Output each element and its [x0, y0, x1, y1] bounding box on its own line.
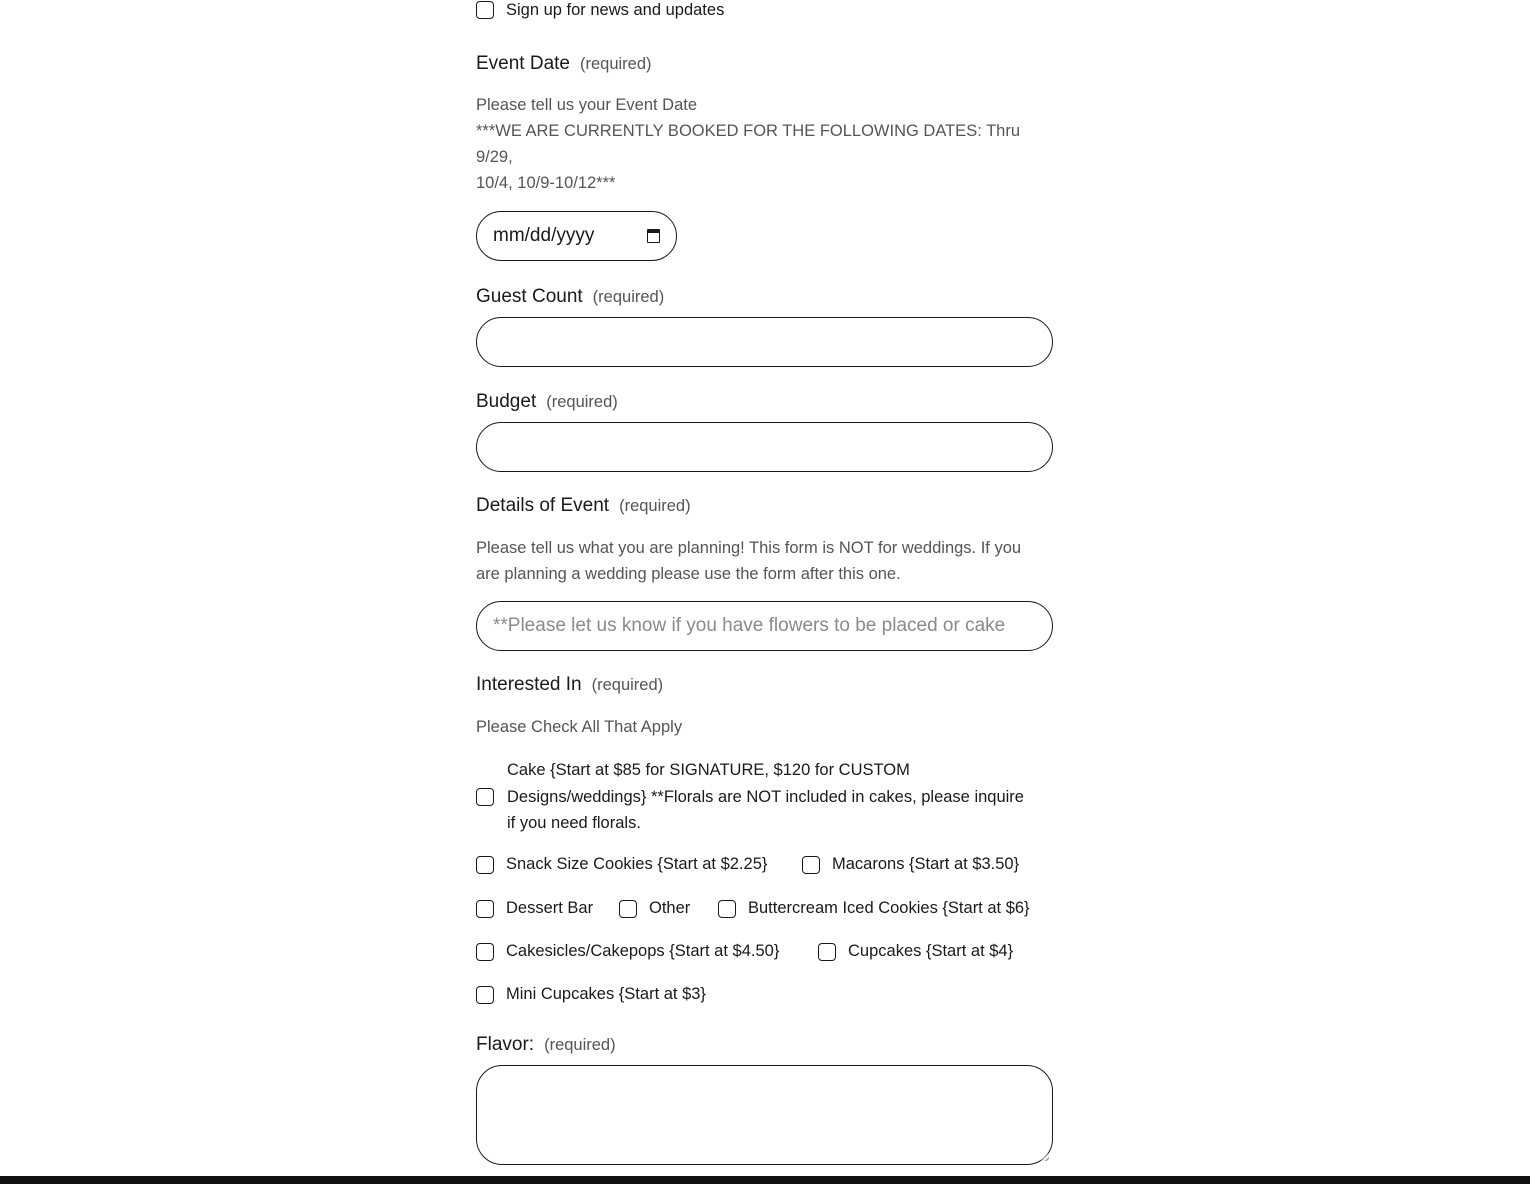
- cupcakes-label: Cupcakes {Start at $4}: [848, 942, 1014, 960]
- buttercream-cookies-label: Buttercream Iced Cookies {Start at $6}: [748, 899, 1030, 917]
- desc-line: Please tell us what you are planning! This form is NOT for weddings. If you: [476, 539, 1022, 557]
- details-placeholder: **Please let us know if you have flowers to be placed or cake: [493, 615, 1006, 636]
- option-cakesicles[interactable]: [476, 942, 779, 961]
- other-checkbox[interactable]: [619, 900, 637, 918]
- option-dessert-bar[interactable]: [476, 899, 593, 918]
- snack-cookies-checkbox[interactable]: [476, 856, 494, 874]
- option-mini-cupcakes[interactable]: [476, 985, 706, 1004]
- newsletter-option[interactable]: [476, 0, 724, 20]
- option-cake[interactable]: [476, 757, 1053, 837]
- dessert-bar-checkbox[interactable]: [476, 900, 494, 918]
- label-line: Designs/weddings} **Florals are NOT included in cakes, please inquire: [507, 787, 1024, 806]
- date-placeholder: mm/dd/yyyy: [493, 225, 595, 246]
- option-macarons[interactable]: [802, 855, 1019, 874]
- required-marker: (required): [592, 288, 665, 306]
- details-label-text: Details of Event: [476, 495, 610, 516]
- budget-input[interactable]: [476, 422, 1053, 472]
- budget-label: [476, 391, 618, 413]
- desc-line: ***WE ARE CURRENTLY BOOKED FOR THE FOLLOWING DATES: Thru 9/29,: [476, 122, 1020, 166]
- macarons-label: Macarons {Start at $3.50}: [832, 855, 1020, 873]
- calendar-icon[interactable]: [647, 229, 660, 243]
- interested-label-text: Interested In: [476, 674, 582, 695]
- cakesicles-checkbox[interactable]: [476, 943, 494, 961]
- interested-label: [476, 674, 663, 696]
- guest-count-label: [476, 286, 664, 308]
- cake-checkbox[interactable]: [476, 788, 494, 806]
- desc-line: Please tell us your Event Date: [476, 96, 698, 114]
- option-buttercream-cookies[interactable]: [718, 899, 1030, 918]
- event-date-description: [476, 92, 1053, 196]
- details-description: [476, 535, 1053, 587]
- guest-count-label-text: Guest Count: [476, 286, 583, 307]
- flavor-label: [476, 1034, 616, 1056]
- flavor-textarea[interactable]: [476, 1065, 1053, 1165]
- dessert-bar-label: Dessert Bar: [506, 899, 594, 917]
- details-input[interactable]: [476, 601, 1053, 651]
- required-marker: (required): [544, 1036, 616, 1054]
- resize-handle-icon[interactable]: [1041, 1153, 1049, 1161]
- newsletter-checkbox[interactable]: [476, 1, 494, 19]
- mini-cupcakes-checkbox[interactable]: [476, 986, 494, 1004]
- other-label: Other: [649, 899, 691, 917]
- bottom-bar: [0, 1176, 1530, 1184]
- macarons-checkbox[interactable]: [802, 856, 820, 874]
- details-label: [476, 495, 691, 517]
- required-marker: (required): [591, 676, 664, 694]
- event-date-input[interactable]: [476, 211, 677, 261]
- interested-description: Please Check All That Apply: [476, 718, 683, 736]
- desc-line: are planning a wedding please use the form after this one.: [476, 565, 901, 583]
- required-marker: (required): [546, 393, 618, 411]
- required-marker: (required): [619, 497, 691, 515]
- event-date-label-text: Event Date: [476, 53, 570, 74]
- cupcakes-checkbox[interactable]: [818, 943, 836, 961]
- snack-cookies-label: Snack Size Cookies {Start at $2.25}: [506, 855, 768, 873]
- flavor-label-text: Flavor:: [476, 1034, 535, 1055]
- mini-cupcakes-label: Mini Cupcakes {Start at $3}: [506, 985, 706, 1003]
- buttercream-cookies-checkbox[interactable]: [718, 900, 736, 918]
- cake-label: [507, 757, 1024, 837]
- label-line: if you need florals.: [507, 814, 641, 832]
- guest-count-input[interactable]: [476, 317, 1053, 367]
- budget-label-text: Budget: [476, 391, 537, 412]
- option-snack-cookies[interactable]: [476, 855, 767, 874]
- required-marker: (required): [580, 55, 652, 73]
- option-cupcakes[interactable]: [818, 942, 1013, 961]
- desc-line: 10/4, 10/9-10/12***: [476, 174, 616, 192]
- option-other[interactable]: [619, 899, 690, 918]
- newsletter-label: Sign up for news and updates: [506, 0, 725, 19]
- label-line: Cake {Start at $85 for SIGNATURE, $120 for CUSTOM: [507, 761, 910, 779]
- cakesicles-label: Cakesicles/Cakepops {Start at $4.50}: [506, 942, 780, 960]
- event-date-label: [476, 53, 652, 75]
